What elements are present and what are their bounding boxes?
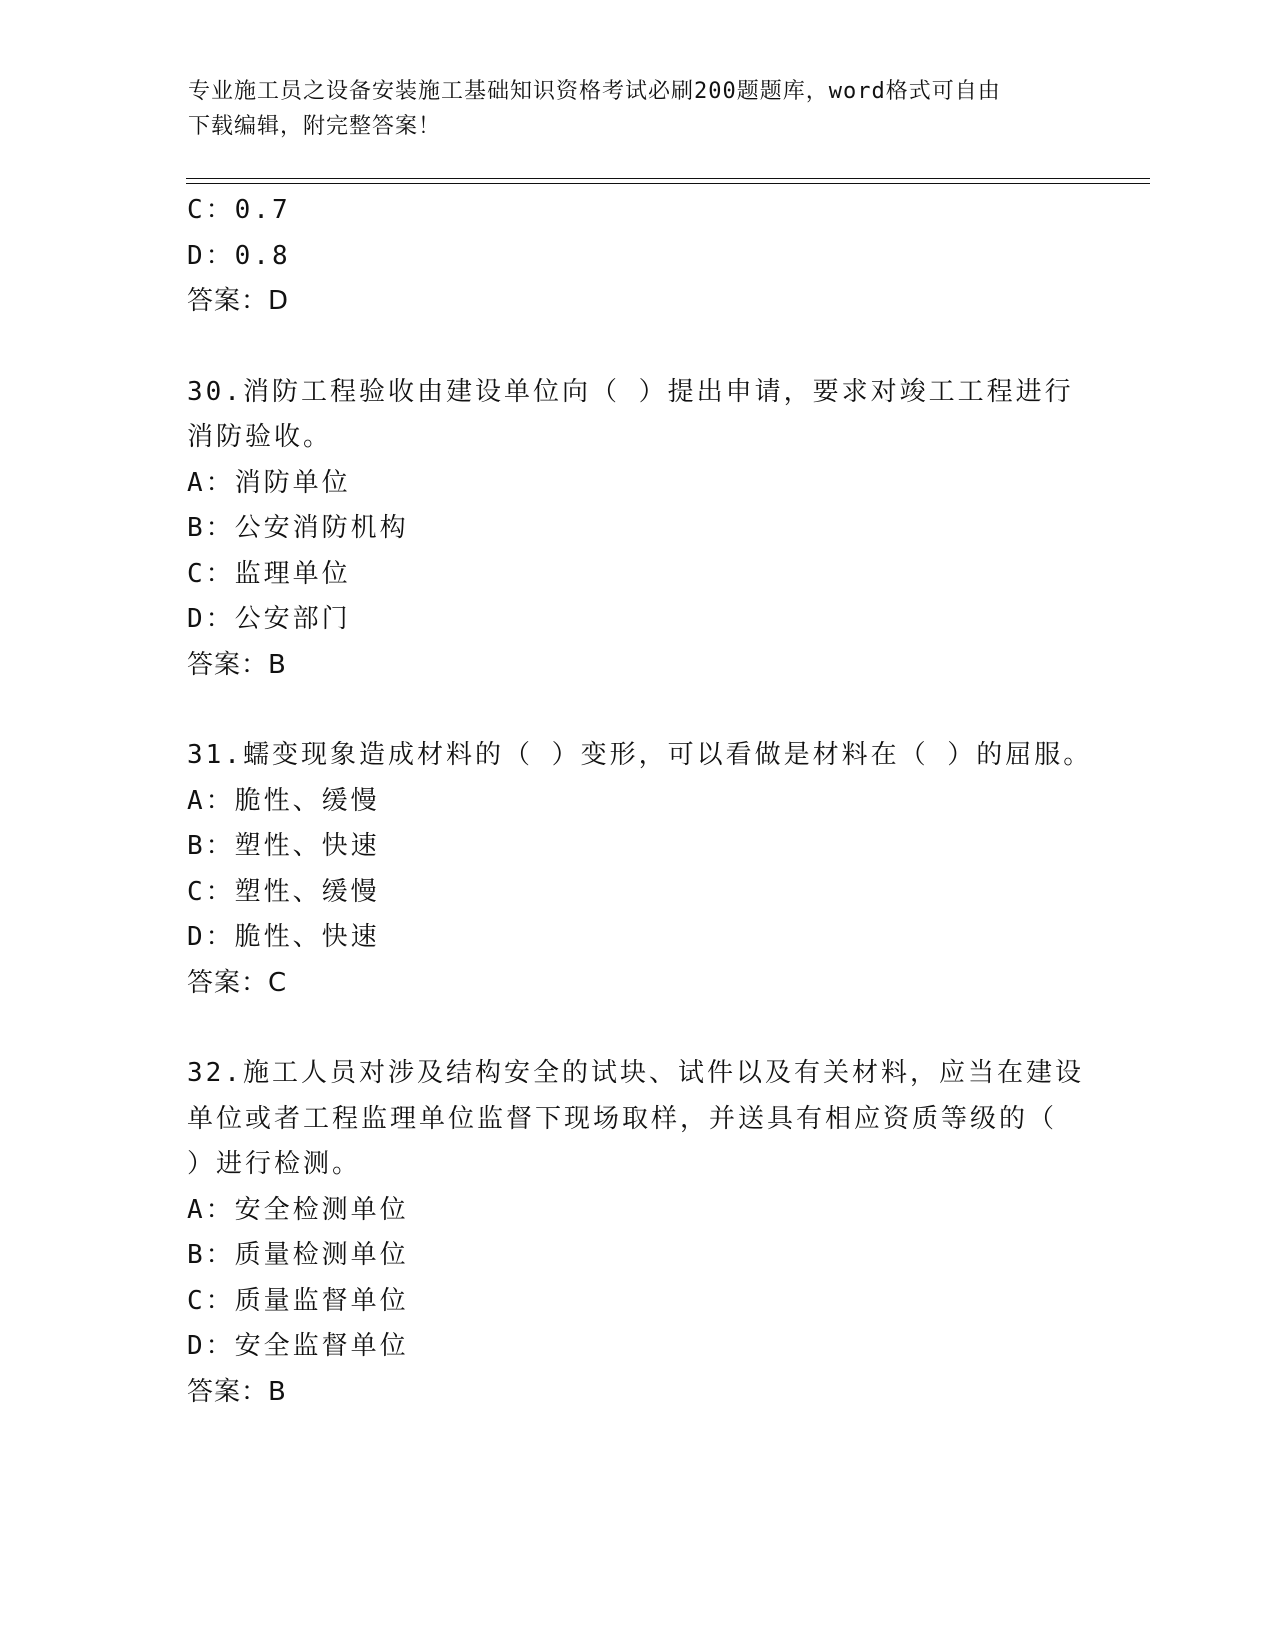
- header-divider-bottom: [186, 183, 1150, 184]
- previous-question-tail: [187, 188, 1087, 325]
- answer-line: 答案：B: [187, 649, 287, 680]
- option-d: D：公安部门: [187, 604, 351, 634]
- option-b: B：塑性、快速: [187, 831, 380, 861]
- option-a: A：脆性、缓慢: [187, 785, 380, 816]
- header-divider-top: [186, 178, 1150, 179]
- option-b: B：质量检测单位: [187, 1240, 409, 1270]
- header-line-2: 下载编辑，附完整答案！: [188, 114, 442, 139]
- option-c: C：0.7: [187, 195, 291, 225]
- question-30: [187, 370, 1087, 689]
- header-line-1: 专业施工员之设备安装施工基础知识资格考试必刷200题题库，word格式可自由: [188, 79, 1001, 104]
- question-list: [187, 188, 1093, 1415]
- document-header: [188, 74, 1088, 144]
- answer-line: 答案：C: [187, 967, 288, 998]
- option-c: C：质量监督单位: [187, 1285, 409, 1316]
- question-text-line: 消防验收。: [187, 422, 333, 452]
- answer-line: 答案：B: [187, 1376, 287, 1407]
- answer-line: 答案：D: [187, 286, 290, 316]
- question-text-line: 32.施工人员对涉及结构安全的试块、试件以及有关材料，应当在建设: [187, 1058, 1084, 1088]
- question-text-line: 30.消防工程验收由建设单位向（ ）提出申请，要求对竣工工程进行: [187, 376, 1074, 407]
- option-a: A：消防单位: [187, 467, 351, 498]
- question-32: [187, 1051, 1087, 1415]
- option-d: D：安全监督单位: [187, 1331, 409, 1361]
- question-text-line: 单位或者工程监理单位监督下现场取样，并送具有相应资质等级的（: [187, 1103, 1058, 1134]
- question-text-line: ）进行检测。: [187, 1149, 362, 1179]
- option-b: B：公安消防机构: [187, 513, 409, 543]
- question-text-line: 31.蠕变现象造成材料的（ ）变形，可以看做是材料在（ ）的屈服。: [187, 740, 1093, 770]
- option-d: D：0.8: [187, 240, 291, 271]
- question-31: [187, 733, 1093, 1006]
- option-c: C：塑性、缓慢: [187, 876, 380, 907]
- option-a: A：安全检测单位: [187, 1194, 409, 1225]
- option-c: C：监理单位: [187, 558, 351, 589]
- option-d: D：脆性、快速: [187, 922, 380, 952]
